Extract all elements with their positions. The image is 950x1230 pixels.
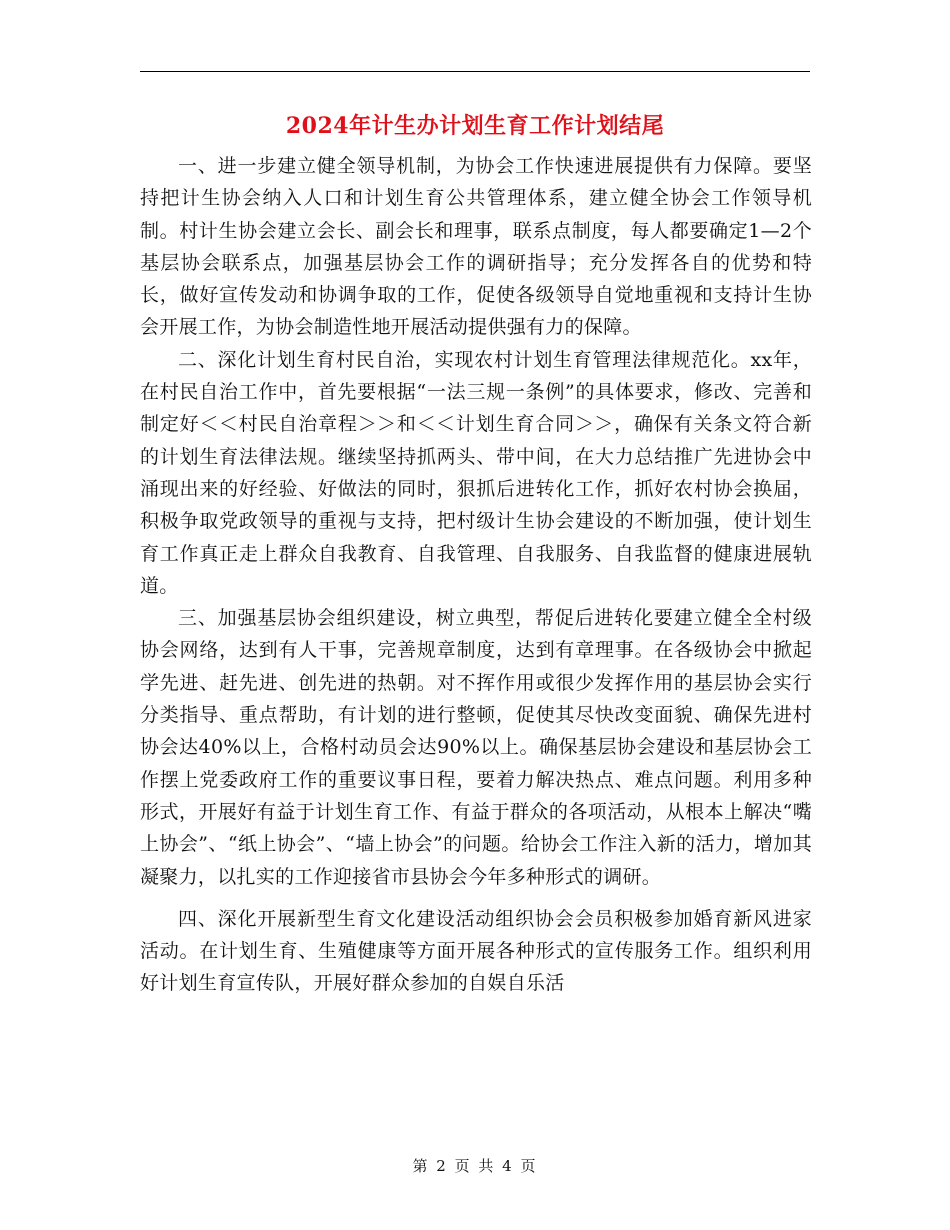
paragraph-2: 二、深化计划生育村民自治，实现农村计划生育管理法律规范化。xx年，在村民自治工作中，首先要根据“一法三规一条例”的具体要求，修改、完善和制定好＜＜村民自治章程＞＞和＜＜计划生育合同＞＞，确保有关条文符合新的计划生育法律法规。继续坚持抓两头、带中间，在大力总结推广先进协会中涌现出来的好经验、好做法的同时，狠抓后进转化工作，抓好农村协会换届，积极争取党政领导的重视与支持，把村级计生协会建设的不断加强，使计划生育工作真正走上群众自我教育、自我管理、自我服务、自我监督的健康进展轨道。 <box>140 348 812 597</box>
paragraph-1: 一、进一步建立健全领导机制，为协会工作快速进展提供有力保障。要坚持把计生协会纳入人口和计划生育公共管理体系，建立健全协会工作领导机制。村计生协会建立会长、副会长和理事，联系点制度，每人都要确定1—2个基层协会联系点，加强基层协会工作的调研指导；充分发挥各自的优势和特长，做好宣传发动和协调争取的工作，促使各级领导自觉地重视和支持计生协会开展工作，为协会制造性地开展活动提供强有力的保障。 <box>140 155 812 339</box>
page-number-footer: 第 2 页 共 4 页 <box>412 1157 538 1175</box>
paragraph-3: 三、加强基层协会组织建设，树立典型，帮促后进转化要建立健全全村级协会网络，达到有人干事，完善规章制度，达到有章理事。在各级协会中掀起学先进、赶先进、创先进的热朝。对不挥作用或很少发挥作用的基层协会实行分类指导、重点帮助，有计划的进行整顿，促使其尽快改变面貌、确保先进村协会达40%以上，合格村动员会达90%以上。确保基层协会建设和基层协会工作摆上党委政府工作的重要议事日程，要着力解决热点、难点问题。利用多种形式，开展好有益于计划生育工作、有益于群众的各项活动，从根本上解决“嘴上协会”、“纸上协会”、“墙上协会”的问题。给协会工作注入新的活力，增加其凝聚力，以扎实的工作迎接省市县协会今年多种形式的调研。 <box>140 607 812 888</box>
header-rule <box>140 71 810 72</box>
paragraph-4: 四、深化开展新型生育文化建设活动组织协会会员积极参加婚育新风进家活动。在计划生育、生殖健康等方面开展各种形式的宣传服务工作。组织利用好计划生育宣传队，开展好群众参加的自娱自乐活 <box>140 907 812 995</box>
document-title: 2024年计生办计划生育工作计划结尾 <box>285 113 665 139</box>
document-body <box>140 150 812 1000</box>
